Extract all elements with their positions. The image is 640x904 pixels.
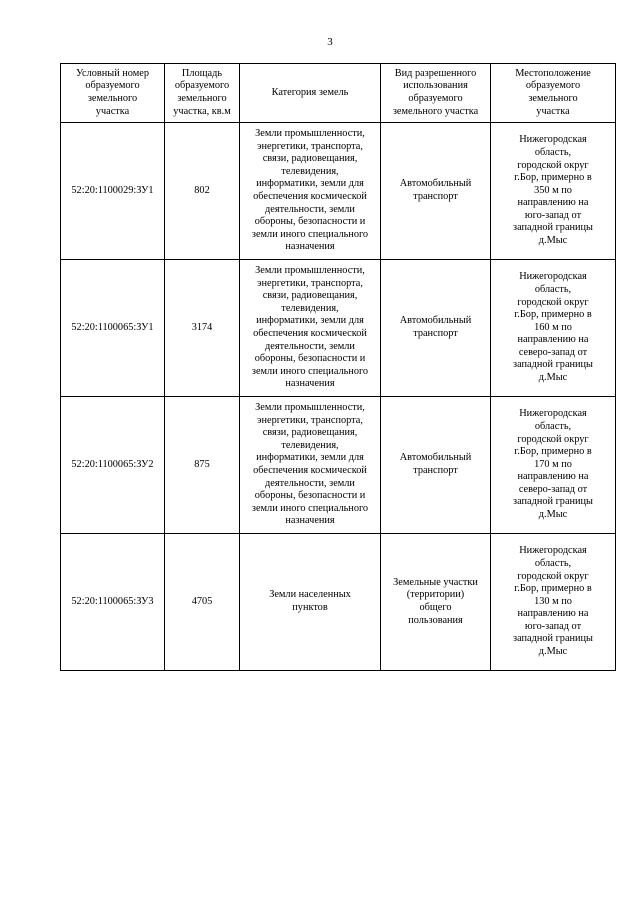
header-location — [491, 64, 616, 123]
cell-text-line: назначения — [285, 515, 335, 527]
plot-area-cell: 4705 — [165, 534, 240, 671]
header-permitted-use — [381, 64, 491, 123]
cell-text-line: городской округ — [517, 296, 589, 308]
cell-text-line: городской округ — [517, 159, 589, 171]
cell-text-line: обороны, безопасности и — [254, 353, 366, 365]
cell-text-line: юго-запад от — [524, 209, 582, 221]
location-cell — [491, 260, 616, 397]
cell-text-line: обороны, безопасности и — [254, 216, 366, 228]
cell-text-line: Нижегородская — [519, 134, 587, 146]
land-category-cell — [240, 123, 381, 260]
cell-text-line: западной границы — [513, 633, 593, 645]
cell-text-line: деятельности, земли — [265, 340, 355, 352]
table-header-row — [61, 64, 616, 123]
cell-text-line: образуемого — [408, 93, 463, 104]
table-row — [61, 260, 616, 397]
cell-text-line: земли иного специального — [251, 228, 369, 240]
plot-number-cell: 52:20:1100065:ЗУ2 — [61, 397, 165, 534]
plot-number-cell: 52:20:1100065:ЗУ1 — [61, 260, 165, 397]
header-plot-number — [61, 64, 165, 123]
cell-text-line: г.Бор, примерно в — [514, 446, 592, 458]
cell-text-line: Площадь — [181, 67, 223, 79]
cell-text-line: земельного — [177, 93, 227, 104]
cell-text-line: северо-запад от — [518, 346, 588, 358]
location-cell — [491, 397, 616, 534]
table-row — [61, 397, 616, 534]
cell-text-line: земельного участка — [392, 105, 479, 117]
cell-text-line: обеспечения космической — [253, 465, 367, 476]
cell-text-line: Земли промышленности, — [255, 265, 365, 277]
cell-text-line: обеспечения космической — [253, 191, 367, 202]
cell-text-line: направлению на — [517, 334, 589, 346]
permitted-use-cell — [381, 397, 491, 534]
cell-text-line: пунктов — [292, 602, 328, 613]
cell-text-line: г.Бор, примерно в — [514, 172, 592, 184]
cell-text-line: информатики, земли для — [256, 315, 364, 327]
cell-text-line: участка — [536, 105, 570, 117]
header-land-category — [240, 64, 381, 123]
cell-text-line: обеспечения космической — [253, 328, 367, 339]
cell-text-line: направлению на — [517, 608, 589, 620]
plot-area-cell: 3174 — [165, 260, 240, 397]
cell-text-line: назначения — [285, 241, 335, 253]
cell-text-line: телевидения, — [281, 439, 339, 451]
cell-text-line: транспорт — [413, 191, 458, 202]
cell-text-line: общего — [419, 602, 452, 613]
cell-text-line: энергетики, транспорта, — [257, 140, 363, 152]
plot-number-cell: 52:20:1100029:ЗУ1 — [61, 123, 165, 260]
land-plots-table — [60, 63, 616, 671]
cell-text-line: Местоположение — [515, 67, 591, 79]
cell-text-line: Вид разрешенного — [394, 67, 477, 79]
cell-text-line: деятельности, земли — [265, 203, 355, 215]
cell-text-line: Нижегородская — [519, 408, 587, 420]
cell-text-line: использования — [403, 80, 468, 92]
cell-text-line: Нижегородская — [519, 545, 587, 557]
location-cell — [491, 534, 616, 671]
cell-text-line: городской округ — [517, 570, 589, 582]
cell-text-line: 170 м по — [534, 458, 572, 470]
cell-text-line: энергетики, транспорта, — [257, 277, 363, 289]
cell-text-line: телевидения, — [281, 302, 339, 314]
permitted-use-cell — [381, 534, 491, 671]
cell-text-line: участка, кв.м — [173, 105, 231, 117]
cell-text-line: 160 м по — [534, 321, 572, 333]
cell-text-line: г.Бор, примерно в — [514, 583, 592, 595]
cell-text-line: Земли промышленности, — [255, 402, 365, 414]
cell-text-line: Земли населенных — [269, 589, 351, 601]
cell-text-line: энергетики, транспорта, — [257, 414, 363, 426]
cell-text-line: деятельности, земли — [265, 477, 355, 489]
cell-text-line: земельного — [528, 93, 578, 104]
plot-number-cell: 52:20:1100065:ЗУ3 — [61, 534, 165, 671]
cell-text-line: связи, радиовещания, — [262, 427, 358, 439]
page-number: 3 — [327, 36, 333, 48]
cell-text-line: д.Мыс — [538, 235, 568, 247]
cell-text-line: пользования — [408, 614, 463, 626]
plot-area-cell: 875 — [165, 397, 240, 534]
cell-text-line: участка — [95, 105, 130, 117]
cell-text-line: область, — [534, 557, 572, 569]
permitted-use-cell — [381, 123, 491, 260]
land-category-cell — [240, 260, 381, 397]
land-category-cell — [240, 534, 381, 671]
cell-text-line: западной границы — [513, 359, 593, 371]
cell-text-line: направлению на — [517, 471, 589, 483]
cell-text-line: юго-запад от — [524, 620, 582, 632]
cell-text-line: область, — [534, 283, 572, 295]
plot-area-cell: 802 — [165, 123, 240, 260]
cell-text-line: земельного — [87, 93, 138, 104]
cell-text-line: связи, радиовещания, — [262, 290, 358, 302]
cell-text-line: Земли промышленности, — [255, 128, 365, 140]
cell-text-line: Автомобильный — [399, 315, 472, 327]
cell-text-line: информатики, земли для — [256, 452, 364, 464]
land-category-cell — [240, 397, 381, 534]
cell-text-line: Автомобильный — [399, 452, 472, 464]
cell-text-line: Земельные участки — [393, 576, 478, 588]
cell-text-line: 350 м по — [534, 184, 572, 196]
cell-text-line: земли иного специального — [251, 365, 369, 377]
cell-text-line: северо-запад от — [518, 483, 588, 495]
header-plot-area — [165, 64, 240, 123]
cell-text-line: направлению на — [517, 197, 589, 209]
cell-text-line: Автомобильный — [399, 178, 472, 190]
cell-text-line: связи, радиовещания, — [262, 153, 358, 165]
cell-text-line: 130 м по — [534, 595, 572, 607]
cell-text-line: Условный номер — [76, 67, 149, 79]
cell-text-line: область, — [534, 420, 572, 432]
cell-text-line: д.Мыс — [538, 372, 568, 384]
cell-text-line: западной границы — [513, 222, 593, 234]
table-row — [61, 123, 616, 260]
cell-text-line: Категория земель — [271, 86, 349, 98]
cell-text-line: (территории) — [406, 589, 465, 601]
cell-text-line: земли иного специального — [251, 502, 369, 514]
cell-text-line: западной границы — [513, 496, 593, 508]
cell-text-line: образуемого — [525, 80, 581, 92]
location-cell — [491, 123, 616, 260]
cell-text-line: д.Мыс — [538, 509, 568, 521]
cell-text-line: транспорт — [413, 328, 458, 339]
cell-text-line: образуемого — [174, 80, 230, 92]
permitted-use-cell — [381, 260, 491, 397]
cell-text-line: д.Мыс — [538, 646, 568, 658]
cell-text-line: обороны, безопасности и — [254, 490, 366, 502]
cell-text-line: информатики, земли для — [256, 178, 364, 190]
cell-text-line: Нижегородская — [519, 271, 587, 283]
cell-text-line: образуемого — [85, 80, 140, 92]
cell-text-line: транспорт — [413, 465, 458, 476]
cell-text-line: назначения — [285, 378, 335, 390]
cell-text-line: г.Бор, примерно в — [514, 309, 592, 321]
cell-text-line: телевидения, — [281, 165, 339, 177]
cell-text-line: городской округ — [517, 433, 589, 445]
cell-text-line: область, — [534, 146, 572, 158]
table-row — [61, 534, 616, 671]
